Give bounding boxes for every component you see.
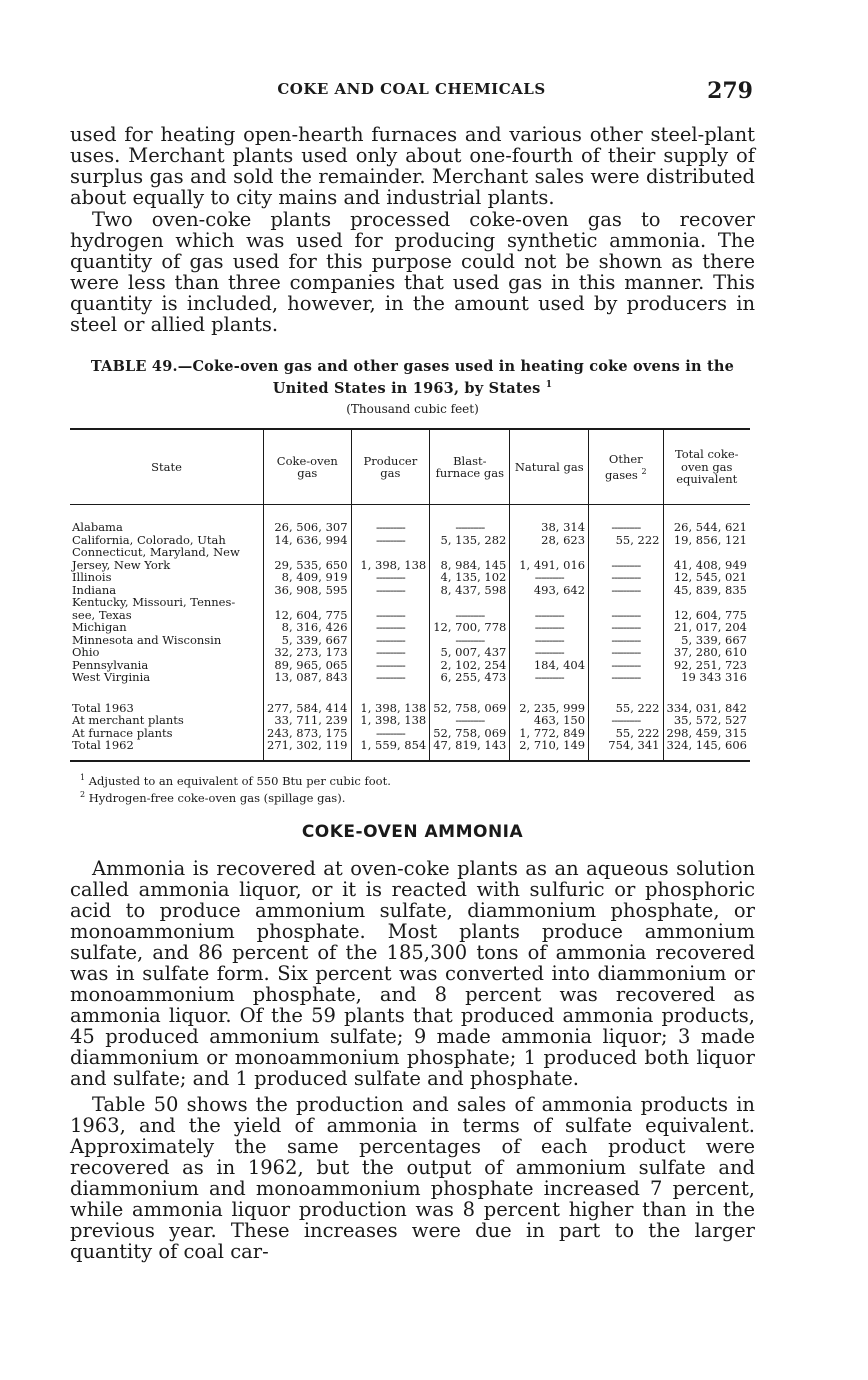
col-header-other-gases-label: Other gases: [605, 452, 643, 482]
value-cell: 8, 984, 145: [430, 559, 510, 572]
value-cell: 35, 572, 527: [663, 714, 750, 727]
value-cell: 12, 604, 775: [663, 609, 750, 622]
running-head: COKE AND COAL CHEMICALS: [277, 80, 546, 98]
table-title-footnote-mark: 1: [545, 380, 553, 390]
value-cell: 5, 007, 437: [430, 646, 510, 659]
row-label-cell: Indiana: [72, 582, 117, 597]
col-header-natural-gas: Natural gas: [510, 429, 589, 505]
value-cell: 271, 302, 119: [264, 739, 351, 761]
value-cell: 1, 398, 138: [351, 714, 430, 727]
row-label-cell: At merchant plants: [72, 713, 184, 727]
col-header-other-gases: [589, 429, 663, 505]
value-cell: 14, 636, 994: [264, 534, 351, 547]
table-title: [70, 358, 755, 398]
value-cell: ----------: [589, 659, 663, 672]
value-cell: ----------: [430, 634, 510, 647]
value-cell: ----------: [351, 534, 430, 547]
state-row: [70, 659, 750, 672]
table-title-line2-wrap: [70, 376, 755, 398]
value-cell: 493, 642: [510, 584, 589, 597]
value-cell: 12, 700, 778: [430, 621, 510, 634]
value-cell: ----------: [589, 505, 663, 534]
value-cell: 334, 031, 842: [663, 692, 750, 715]
value-cell: 5, 339, 667: [264, 634, 351, 647]
value-cell: 38, 314: [510, 505, 589, 534]
gas-table: [70, 428, 750, 762]
value-cell: 36, 908, 595: [264, 584, 351, 597]
row-label-cell: California, Colorado, Utah: [72, 532, 226, 547]
col-header-blast-furnace-gas: Blast-furnace gas: [430, 429, 510, 505]
row-label-cell: Minnesota and Wisconsin: [72, 632, 222, 647]
value-cell: 32, 273, 173: [264, 646, 351, 659]
value-cell: ----------: [510, 621, 589, 634]
value-cell: 1, 398, 138: [351, 559, 430, 572]
row-label-cell: Kentucky, Missouri, Tennes-: [72, 595, 236, 609]
value-cell: 324, 145, 606: [663, 739, 750, 761]
total-rows: [70, 692, 750, 761]
value-cell: [351, 596, 430, 609]
value-cell: ----------: [589, 584, 663, 597]
row-label-cell: Total 1963: [72, 700, 134, 715]
row-label-cell: Pennsylvania: [72, 657, 149, 672]
value-cell: 13, 087, 843: [264, 671, 351, 692]
state-row: [70, 571, 750, 584]
value-cell: [589, 546, 663, 559]
value-cell: ----------: [589, 646, 663, 659]
value-cell: ----------: [351, 621, 430, 634]
table-footnotes: [80, 771, 391, 805]
value-cell: ----------: [351, 505, 430, 534]
value-cell: 89, 965, 065: [264, 659, 351, 672]
value-cell: 463, 150: [510, 714, 589, 727]
col-header-state: State: [70, 429, 264, 505]
row-label-cell: Illinois: [72, 570, 112, 584]
value-cell: ----------: [351, 584, 430, 597]
value-cell: ----------: [351, 727, 430, 740]
value-cell: 21, 017, 204: [663, 621, 750, 634]
row-label-cell: Jersey, New York: [72, 557, 171, 572]
footnote-1-text: Adjusted to an equivalent of 550 Btu per cubic foot.: [88, 773, 391, 788]
value-cell: 41, 408, 949: [663, 559, 750, 572]
value-cell: ----------: [510, 671, 589, 692]
state-row: [70, 671, 750, 692]
other-gases-footnote-mark: 2: [641, 466, 647, 476]
value-cell: [510, 596, 589, 609]
value-cell: 5, 135, 282: [430, 534, 510, 547]
value-cell: 243, 873, 175: [264, 727, 351, 740]
value-cell: 2, 102, 254: [430, 659, 510, 672]
section-heading: COKE-OVEN AMMONIA: [301, 822, 524, 842]
paragraph-ammonia-recovery: Ammonia is recovered at oven-coke plants as an aqueous solution called ammonia liquor, or it is reacted with sulfuric or phosphoric acid to produce ammonium sulfate, diammonium phosphate, or monoammonium phosphate. Most plants produce ammonium sulfate, and 86 percent of the 185,300 tons of ammonia recovered was in sulfate form. Six percent was converted into diammonium or monoammonium phosphate, and 8 percent was recovered as ammonia liquor. Of the 59 plants that produced ammonia products, 45 produced ammonium sulfate; 9 made ammonia liquor; 3 made diammonium or monoammonium phosphate; 1 produced both liquor and sulfate; and 1 produced sulfate and phosphate.: [70, 857, 755, 1090]
value-cell: 1, 491, 016: [510, 559, 589, 572]
value-cell: ----------: [351, 634, 430, 647]
value-cell: ----------: [589, 634, 663, 647]
footnote-1-mark: 1: [80, 773, 86, 782]
value-cell: 277, 584, 414: [264, 692, 351, 715]
row-label-cell: West Virginia: [72, 670, 151, 684]
value-cell: [663, 596, 750, 609]
value-cell: 2, 235, 999: [510, 692, 589, 715]
value-cell: ----------: [589, 671, 663, 692]
state-row: [70, 646, 750, 659]
value-cell: 298, 459, 315: [663, 727, 750, 740]
col-header-coke-oven-gas: Coke-oven gas: [264, 429, 351, 505]
table-title-line1: TABLE 49.—Coke-oven gas and other gases used in heating coke ovens in the: [90, 358, 735, 375]
value-cell: 1, 772, 849: [510, 727, 589, 740]
row-label-cell: Connecticut, Maryland, New: [72, 545, 240, 559]
value-cell: ----------: [589, 571, 663, 584]
row-label-cell: Total 1962: [72, 738, 134, 752]
value-cell: [264, 546, 351, 559]
value-cell: 1, 398, 138: [351, 692, 430, 715]
state-rows: [70, 505, 750, 692]
value-cell: ----------: [351, 571, 430, 584]
value-cell: 754, 341: [589, 739, 663, 761]
value-cell: 37, 280, 610: [663, 646, 750, 659]
value-cell: [663, 546, 750, 559]
value-cell: 4, 135, 102: [430, 571, 510, 584]
table-header-row: [70, 429, 750, 505]
value-cell: ----------: [430, 609, 510, 622]
value-cell: 52, 758, 069: [430, 692, 510, 715]
state-row: [70, 609, 750, 622]
value-cell: 55, 222: [589, 534, 663, 547]
value-cell: 33, 711, 239: [264, 714, 351, 727]
value-cell: [589, 596, 663, 609]
value-cell: ----------: [589, 609, 663, 622]
value-cell: 5, 339, 667: [663, 634, 750, 647]
value-cell: 26, 544, 621: [663, 505, 750, 534]
value-cell: ----------: [589, 559, 663, 572]
value-cell: 47, 819, 143: [430, 739, 510, 761]
row-label-cell: see, Texas: [72, 607, 132, 622]
value-cell: ----------: [589, 714, 663, 727]
value-cell: 45, 839, 835: [663, 584, 750, 597]
state-row: [70, 559, 750, 572]
table-49: [70, 428, 750, 762]
value-cell: ----------: [351, 646, 430, 659]
footnote-2: [80, 788, 391, 805]
col-header-producer-gas: Producer gas: [351, 429, 430, 505]
total-row: [70, 714, 750, 727]
value-cell: 26, 506, 307: [264, 505, 351, 534]
value-cell: 8, 316, 426: [264, 621, 351, 634]
state-row: [70, 505, 750, 534]
value-cell: 92, 251, 723: [663, 659, 750, 672]
value-cell: 55, 222: [589, 727, 663, 740]
value-cell: [351, 546, 430, 559]
paragraph-hydrogen: Two oven-coke plants processed coke-oven gas to recover hydrogen which was used for producing synthetic ammonia. The quantity of gas used for this purpose could not be shown as there were less than three companies that used gas in this manner. This quantity is included, however, in the amount used by producers in steel or allied plants.: [70, 208, 755, 336]
col-header-total: Total coke-oven gas equivalent: [663, 429, 750, 505]
footnote-1: [80, 771, 391, 788]
value-cell: 28, 623: [510, 534, 589, 547]
value-cell: 2, 710, 149: [510, 739, 589, 761]
row-label-cell: Alabama: [72, 520, 123, 534]
value-cell: ----------: [351, 671, 430, 692]
row-label-cell: Michigan: [72, 620, 127, 634]
value-cell: [430, 546, 510, 559]
row-label-cell: At furnace plants: [72, 725, 173, 740]
page-number: 279: [707, 78, 753, 104]
value-cell: ----------: [510, 634, 589, 647]
row-label-cell: Ohio: [72, 645, 100, 659]
value-cell: ----------: [351, 609, 430, 622]
total-row: [70, 692, 750, 715]
value-cell: 8, 437, 598: [430, 584, 510, 597]
value-cell: 19 343 316: [663, 671, 750, 692]
value-cell: 12, 604, 775: [264, 609, 351, 622]
value-cell: [430, 596, 510, 609]
state-row: [70, 621, 750, 634]
total-row: [70, 739, 750, 761]
value-cell: ----------: [510, 571, 589, 584]
value-cell: 184, 404: [510, 659, 589, 672]
paragraph-table-50: Table 50 shows the production and sales of ammonia products in 1963, and the yield of ammonia in terms of sulfate equivalent. Approximately the same percentages of each product were recovered as in 1962, but the output of ammonium sulfate and diammonium and monoammonium phosphate increased 7 percent, while ammonia liquor production was 8 percent higher than in the previous year. These increases were due in part to the larger quantity of coal car-: [70, 1093, 755, 1263]
value-cell: 29, 535, 650: [264, 559, 351, 572]
value-cell: ----------: [351, 659, 430, 672]
table-title-line2: United States in 1963, by States: [272, 379, 541, 397]
footnote-2-mark: 2: [80, 789, 86, 799]
value-cell: 52, 758, 069: [430, 727, 510, 740]
value-cell: 55, 222: [589, 692, 663, 715]
paragraph-continued: used for heating open-hearth furnaces and various other steel-plant uses. Merchant plants used only about one-fourth of their supply of surplus gas and sold the remainder. Merchant sales were distributed about equally to city mains and industrial plants.: [70, 123, 755, 209]
value-cell: 6, 255, 473: [430, 671, 510, 692]
value-cell: ----------: [510, 646, 589, 659]
footnote-2-text: Hydrogen-free coke-oven gas (spillage gas).: [88, 790, 346, 805]
state-row: [70, 546, 750, 559]
value-cell: 12, 545, 021: [663, 571, 750, 584]
value-cell: 8, 409, 919: [264, 571, 351, 584]
value-cell: ----------: [430, 714, 510, 727]
value-cell: [510, 546, 589, 559]
value-cell: ----------: [510, 609, 589, 622]
value-cell: ----------: [589, 621, 663, 634]
value-cell: ----------: [430, 505, 510, 534]
value-cell: 1, 559, 854: [351, 739, 430, 761]
state-row: [70, 634, 750, 647]
table-units: (Thousand cubic feet): [346, 402, 479, 416]
value-cell: [264, 596, 351, 609]
value-cell: 19, 856, 121: [663, 534, 750, 547]
state-row: [70, 596, 750, 609]
